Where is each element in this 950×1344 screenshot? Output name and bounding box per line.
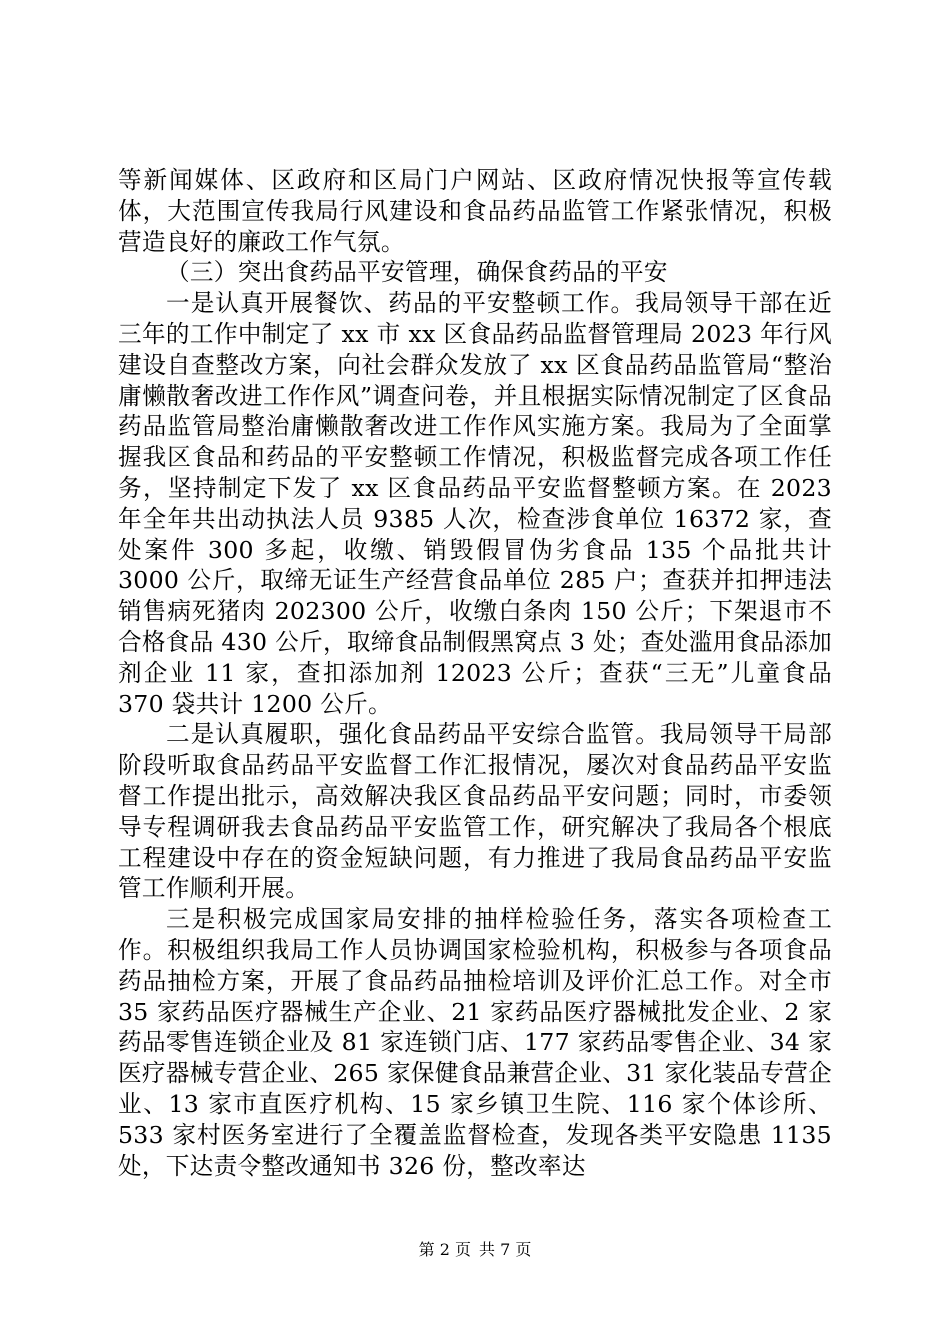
- page-footer: [0, 1240, 950, 1260]
- page-total: 共 7 页: [479, 1240, 532, 1259]
- paragraph-item-3: 三是积极完成国家局安排的抽样检验任务，落实各项检查工作。积极组织我局工作人员协调国家检验机构，积极参与各项食品药品抽检方案，开展了食品药品抽检培训及评价汇总工作。对全市 35 家药品医疗器械生产企业、21 家药品医疗器械批发企业、2 家药品零售连锁企业及 81 家连锁门店、177 家药品零售企业、34 家医疗器械专营企业、265 家保健食品兼营企业、31 家化装品专营企业、13 家市直医疗机构、15 家乡镇卫生院、116 家个体诊所、533 家村医务室进行了全覆盖监督检查，发现各类平安隐患 1135 处，下达责令整改通知书 326 份，整改率达: [118, 905, 832, 1180]
- section-heading: （三）突出食药品平安管理，确保食药品的平安: [166, 258, 668, 287]
- page-number: 第 2 页: [418, 1240, 471, 1259]
- paragraph-item-1: 一是认真开展餐饮、药品的平安整顿工作。我局领导干部在近三年的工作中制定了 xx 市 xx 区食品药品监督管理局 2023 年行风建设自查整改方案，向社会群众发放了 xx 区食品药品监管局“整治庸懒散奢改进工作作风”调查问卷，并且根据实际情况制定了区食品药品监管局整治庸懒散奢改进工作作风实施方案。我局为了全面掌握我区食品和药品的平安整顿工作情况，积极监督完成各项工作任务，坚持制定下发了 xx 区食品药品平安监督整顿方案。在 2023 年全年共出动执法人员 9385 人次，检查涉食单位 16372 家，查处案件 300 多起，收缴、销毁假冒伪劣食品 135 个品批共计 3000 公斤，取缔无证生产经营食品单位 285 户；查获并扣押违法销售病死猪肉 202300 公斤，收缴白条肉 150 公斤；下架退市不合格食品 430 公斤，取缔食品制假黑窝点 3 处；查处滥用食品添加剂企业 11 家，查扣添加剂 12023 公斤；查获“三无”儿童食品 370 袋共计 1200 公斤。: [118, 289, 832, 718]
- document-body: [118, 165, 832, 1181]
- paragraph-item-2: 二是认真履职，强化食品药品平安综合监管。我局领导干局部阶段听取食品药品平安监督工作汇报情况，屡次对食品药品平安监督工作提出批示，高效解决我区食品药品平安问题；同时，市委领导专程调研我去食品药品平安监管工作，研究解决了我局各个根底工程建设中存在的资金短缺问题，有力推进了我局食品药品平安监管工作顺利开展。: [118, 720, 832, 903]
- paragraph-continuation: 等新闻媒体、区政府和区局门户网站、区政府情况快报等宣传载体，大范围宣传我局行风建设和食品药品监管工作紧张情况，积极营造良好的廉政工作气氛。: [118, 166, 832, 256]
